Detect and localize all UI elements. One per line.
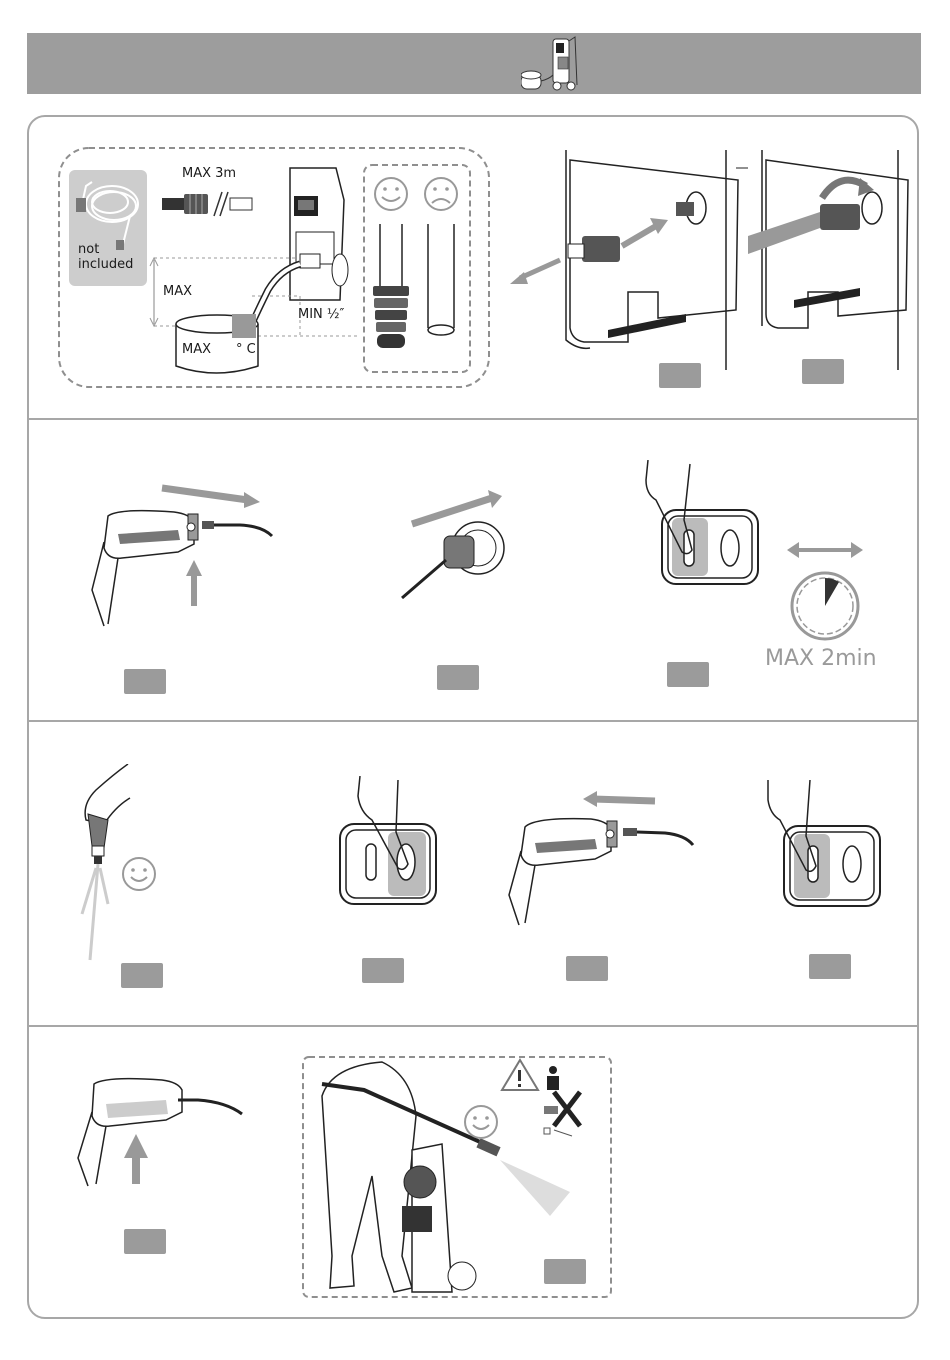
step-number-box <box>124 669 166 694</box>
max-height-label: MAX <box>163 284 193 299</box>
filter-comparison-illustration <box>368 172 468 362</box>
step-number-box <box>667 662 709 687</box>
step-number-box <box>544 1259 586 1284</box>
section-divider <box>29 1025 919 1027</box>
step-number-box <box>659 363 701 388</box>
step-number-box <box>362 958 404 983</box>
header-banner <box>27 33 921 94</box>
trigger-gun-icon <box>66 1074 246 1190</box>
section-divider <box>29 418 919 420</box>
trigger-gun-disconnect-icon <box>505 783 695 928</box>
step-number-box <box>809 954 851 979</box>
step-number-box <box>124 1229 166 1254</box>
warning-icon <box>502 1060 538 1090</box>
power-switch-off-icon <box>330 776 440 908</box>
inlet-tighten-illustration <box>748 150 916 380</box>
tank-temp-label: ° C <box>236 342 256 357</box>
section-divider <box>29 720 919 722</box>
tank-max-label: MAX <box>182 342 212 357</box>
step-number-box <box>437 665 479 690</box>
not-included-label: not included <box>78 242 134 272</box>
step-number-box <box>802 359 844 384</box>
timer-icon <box>785 536 865 646</box>
garden-hose-icon <box>70 172 146 252</box>
smiley-icon <box>465 1106 497 1138</box>
pressure-washer-icon <box>521 35 585 93</box>
power-switch-icon <box>634 460 764 590</box>
power-switch-icon <box>760 776 890 912</box>
smiley-icon <box>375 178 407 210</box>
max-length-label: MAX 3m <box>182 166 237 181</box>
plug-icon <box>398 490 510 600</box>
smiley-icon <box>120 855 160 895</box>
frown-icon <box>425 178 457 210</box>
trigger-gun-icon <box>78 478 278 628</box>
max-run-time-label: MAX 2min <box>765 646 877 671</box>
step-number-box <box>121 963 163 988</box>
inlet-connector-illustration <box>508 150 748 380</box>
step-number-box <box>566 956 608 981</box>
min-diameter-label: MIN ½″ <box>298 307 345 322</box>
